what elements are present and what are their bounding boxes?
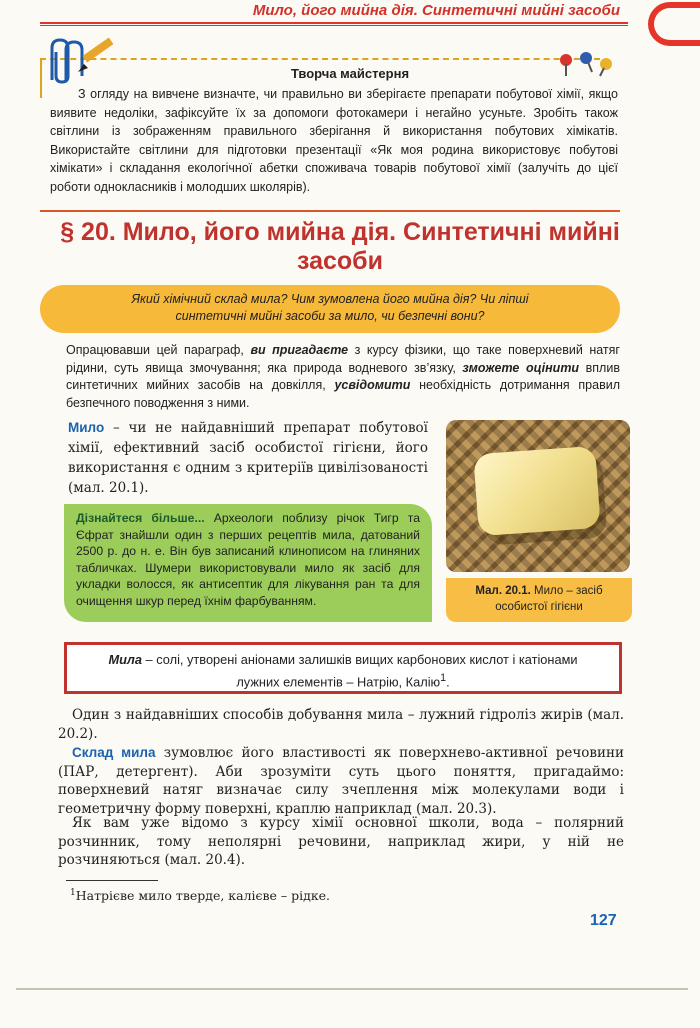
figure-caption-text: Мило – засіб особистої гігієни — [495, 585, 603, 613]
workshop-border-top — [40, 58, 600, 62]
learning-objectives — [66, 342, 620, 412]
objectives-text-1: Опрацювавши цей параграф, — [66, 343, 251, 357]
header-rule — [40, 22, 628, 24]
page-number: 127 — [590, 912, 617, 929]
learn-more-box — [64, 504, 432, 622]
footnote-marker: 1 — [440, 672, 447, 684]
figure-label: Мал. 20.1. — [475, 585, 531, 597]
workshop-title: Творча майстерня — [290, 66, 410, 81]
learn-more-lead: Дізнайтеся більше... — [76, 511, 205, 525]
definition-end: . — [446, 674, 450, 690]
footnote — [70, 888, 330, 903]
footnote-text: Натрієве мило тверде, калієве – рідке. — [75, 888, 331, 904]
objectives-verb-1: ви пригадаєте — [250, 343, 349, 357]
paragraph-soap-composition — [58, 744, 624, 818]
objectives-verb-3: усвідомити — [334, 378, 411, 392]
soap-composition-text: зумовлює його властивості як поверхнево-активної речовини (ПАР, детергент). Аби зрозуміти суть цього поняття, пригадаймо: поверхневий натяг визначає силу зчеплення між молекулами води і геометричну форму поверхні, краплю наприклад (мал. 20.3). — [58, 745, 624, 817]
soap-bar — [473, 446, 600, 536]
running-header: Мило, його мийна дія. Синтетичні мийні засоби — [252, 2, 620, 19]
section-divider — [40, 210, 620, 212]
objectives-text-3: вплив синтетичних мийних засобів на довкілля, — [66, 360, 620, 392]
paperclip-pencil-icon — [44, 36, 118, 90]
figure-caption — [446, 578, 632, 622]
footnote-number: 1 — [70, 888, 76, 898]
objectives-verb-2: зможете оцінити — [462, 360, 580, 375]
soap-intro-paragraph — [68, 418, 428, 498]
header-rule-thin — [40, 25, 628, 26]
term-soap: Мило — [68, 420, 105, 435]
objectives-text-4: необхідність дотримання правил безпечного поводження з ними. — [66, 378, 620, 410]
term-soap-composition: Склад мила — [72, 745, 156, 760]
definition-term: Мила — [108, 652, 142, 667]
objectives-text-2: з курсу фізики, що таке поверхневий натяг рідини, суть явища змочування; яка природа водневого зв’язку, — [66, 343, 620, 375]
footnote-rule — [66, 880, 158, 881]
soap-intro-text: – чи не найдавніший препарат побутової хімії, ефективний засіб особистої гігієни, його використання є одним з критеріїв цивілізованості (мал. 20.1). — [68, 420, 428, 496]
paragraph-polar-solvent: Як вам уже відомо з курсу хімії основної школи, вода – полярний розчинник, тому неполярні речовини, наприклад жири, у ній не розчиняються (мал. 20.4). — [58, 815, 624, 868]
definition-text: – солі, утворені аніонами залишків вищих карбонових кислот і катіонами лужних елементів – Натрію, Калію — [142, 652, 578, 690]
soap-photo — [446, 420, 630, 572]
workshop-text: З огляду на вивчене визначте, чи правильно ви зберігаєте препарати побутової хімії, якщо виявите недоліки, зафіксуйте їх за допомоги фотокамери і негайно усуньте. Зробіть також світлини із зображенням правильного зберігання й використання побутових хімікатів. Використайте світлини для підготовки презентації «Як моя родина використовує побутові хімікати» і складання екологічної абетки споживача товарів побутової хімії (залучіть до цієї роботи однокласників і молодших школярів). — [50, 87, 618, 194]
chapter-tab — [648, 2, 700, 46]
page-bottom-edge — [16, 988, 688, 990]
definition-box — [64, 642, 622, 694]
section-title-line1: § 20. Мило, його мийна дія. Синтетичні мийні — [60, 218, 620, 246]
paragraph-hydrolysis: Один з найдавніших способів добування мила – лужний гідроліз жирів (мал. 20.2). — [58, 707, 624, 742]
section-title-line2: засоби — [297, 247, 383, 275]
guiding-questions: Який хімічний склад мила? Чим зумовлена його мийна дія? Чи ліпші синтетичні мийні засоби за мило, чи безпечні вони? — [40, 285, 620, 333]
section-title — [60, 218, 620, 276]
learn-more-text: Археологи поблизу річок Тигр та Єфрат знайшли один з перших рецептів мила, датований 2500 р. до н. е. Він був записаний клинописом на глиняних табличках. Шумери використовували мило як засіб для укладки волосся, як антисептик для лікування ран та для очищення шкур перед їхнім фарбуванням. — [76, 511, 420, 608]
